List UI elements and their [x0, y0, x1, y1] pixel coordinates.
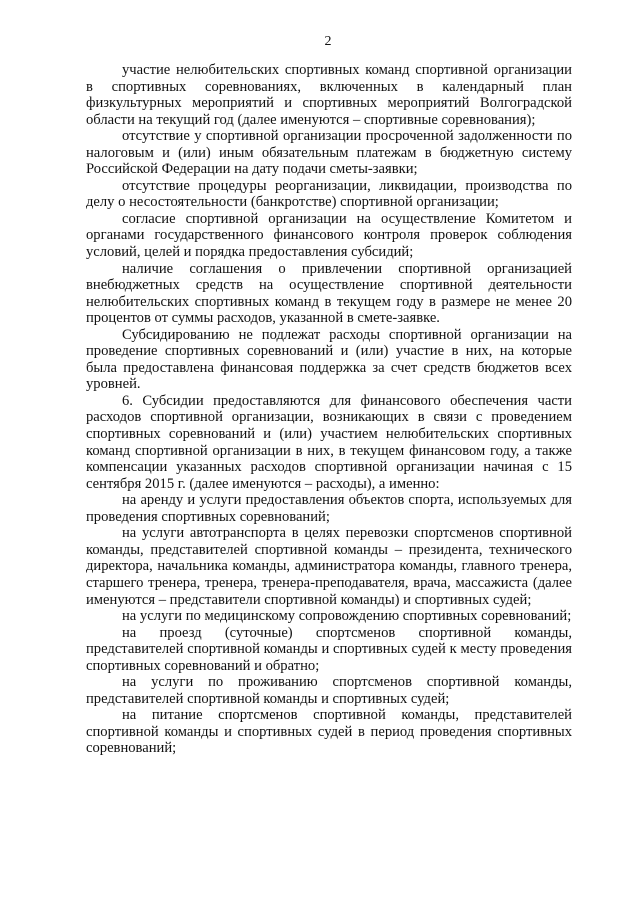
document-body	[86, 62, 572, 757]
paragraph-no-reorganization: отсутствие процедуры реорганизации, ликвидации, производства по делу о несостоятельности (банкротстве) спортивной организации;	[86, 177, 572, 211]
paragraph-participation-condition: участие нелюбительских спортивных команд спортивной организации в спортивных соревнованиях, включенных в календарный план физкультурных мероприятий и спортивных мероприятий Волгоградской области на текущий год (далее именуются – спортивные соревнования);	[86, 62, 572, 128]
paragraph-no-tax-debt: отсутствие у спортивной организации просроченной задолженности по налоговым и (или) иным обязательным платежам в бюджетную систему Российской Федерации на дату подачи сметы-заявки;	[86, 128, 572, 178]
paragraph-consent-to-audit: согласие спортивной организации на осуществление Комитетом и органами государственного финансового контроля проверок соблюдения условий, целей и порядка предоставления субсидий;	[86, 210, 572, 261]
list-item-medical-support: на услуги по медицинскому сопровождению спортивных соревнований;	[122, 608, 572, 625]
list-item-meals: на питание спортсменов спортивной команды, представителей спортивной команды и спортивных судей в период проведения спортивных соревнований;	[86, 707, 572, 757]
paragraph-extrabudgetary-agreement: наличие соглашения о привлечении спортивной организацией внебюджетных средств на осуществление спортивной деятельности нелюбительских спортивных команд в текущем году в размере не менее 20 процентов от суммы расходов, указанной в смете-заявке.	[86, 260, 572, 327]
list-item-venue-rental: на аренду и услуги предоставления объектов спорта, используемых для проведения спортивных соревнований;	[86, 492, 572, 525]
paragraph-section-6: 6. Субсидии предоставляются для финансового обеспечения части расходов спортивной организации, возникающих в связи с проведением спортивных соревнований и (или) участием нелюбительских спортивных команд спортивной организации в них, в текущем финансовом году, а также компенсации указанных расходов спортивной организации начиная с 15 сентября 2015 г. (далее именуются – расходы), а именно:	[86, 392, 572, 492]
page-number: 2	[324, 34, 332, 49]
list-item-travel-allowance: на проезд (суточные) спортсменов спортивной команды, представителей спортивной команды и спортивных судей к месту проведения спортивных соревнований и обратно;	[86, 624, 572, 674]
list-item-accommodation: на услуги по проживанию спортсменов спортивной команды, представителей спортивной команды и спортивных судей;	[86, 674, 572, 707]
list-item-transport-services: на услуги автотранспорта в целях перевозки спортсменов спортивной команды, представителей спортивной команды – президента, технического директора, начальника команды, администратора команды, главного тренера, старшего тренера, тренера, тренера-преподавателя, врача, массажиста (далее именуются – представители спортивной команды) и спортивных судей;	[86, 525, 572, 608]
paragraph-excluded-expenses: Субсидированию не подлежат расходы спортивной организации на проведение спортивных соревнований и (или) участие в них, на которые была предоставлена финансовая поддержка за счет средств бюджетов всех уровней.	[86, 326, 572, 393]
